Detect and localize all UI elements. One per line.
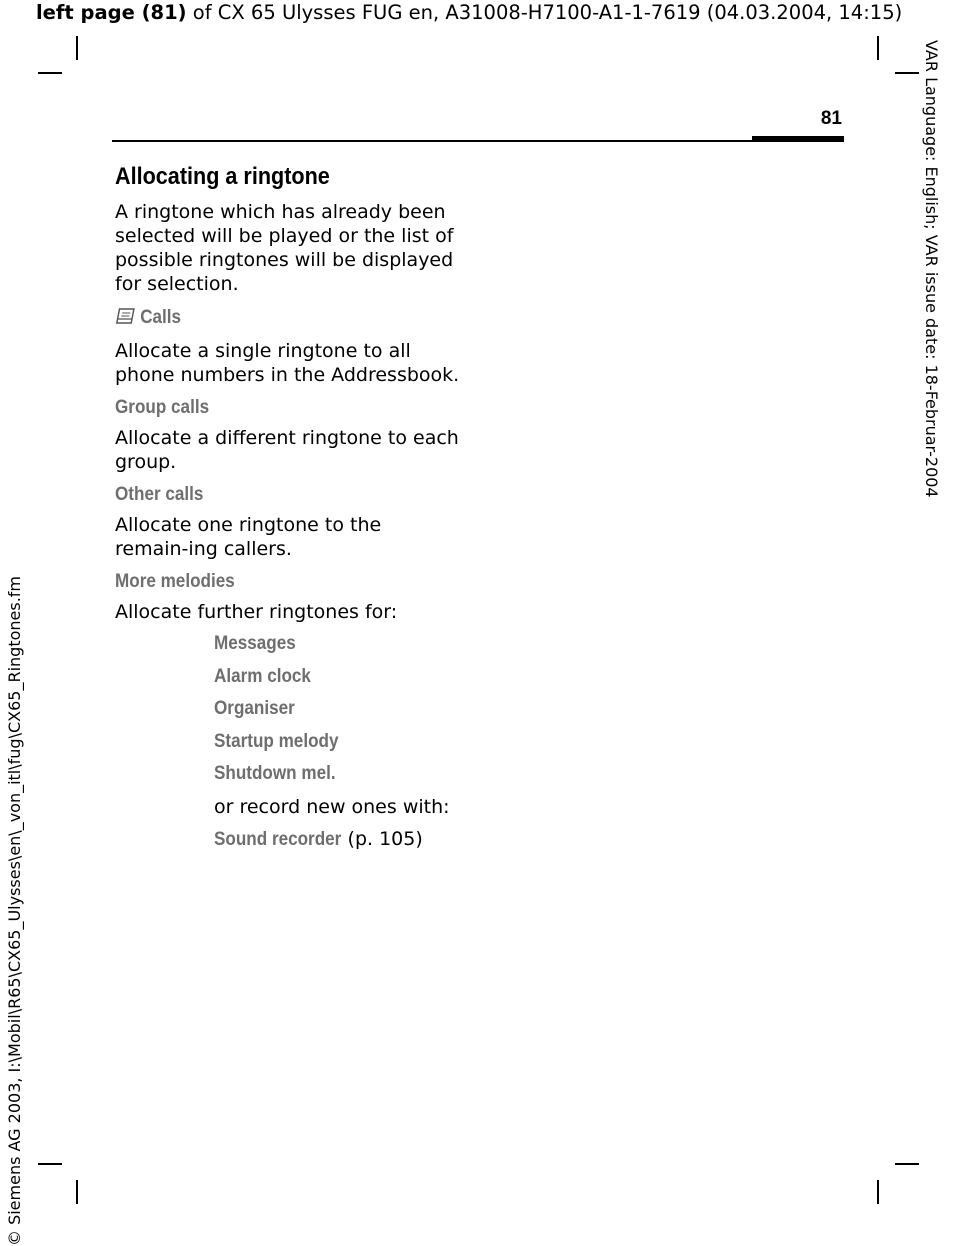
crop-mark (895, 1163, 919, 1165)
header-page-label: left page (81) (36, 1, 187, 24)
intro-paragraph: A ringtone which has already been selected will be played or the list of possible ringtones will be displayed for selection. (115, 201, 454, 295)
crop-mark (76, 1180, 78, 1204)
other-calls-label: Other calls (115, 484, 204, 505)
main-content (115, 160, 515, 852)
list-item-shutdown-melody: Shutdown mel. (214, 763, 336, 784)
list-item-messages: Messages (214, 633, 296, 654)
crop-mark (38, 1163, 62, 1165)
sound-recorder-page-ref[interactable]: (p. 105) (347, 828, 423, 850)
calls-paragraph: Allocate a single ringtone to all phone numbers in the Addressbook. (115, 340, 460, 386)
header-document-info: of CX 65 Ulysses FUG en, A31008-H7100-A1-1-7619 (04.03.2004, 14:15) (186, 1, 903, 24)
other-calls-paragraph: Allocate one ringtone to the remain-ing callers. (115, 514, 382, 560)
sound-recorder-label: Sound recorder (214, 829, 342, 850)
calls-label-text: Calls (140, 307, 182, 328)
group-calls-label: Group calls (115, 397, 210, 418)
sound-recorder-line (214, 827, 515, 852)
var-language-note: VAR Language: English; VAR issue date: 18-Februar-2004 (922, 40, 941, 498)
copyright-path-note: © Siemens AG 2003, I:\Mobil\R65\CX65_Ulysses\en\_von_itl\fug\CX65_Ringtones.fm (5, 575, 24, 1246)
addressbook-icon (115, 306, 137, 333)
group-calls-paragraph: Allocate a different ringtone to each group. (115, 427, 459, 473)
crop-mark (895, 72, 919, 74)
header-rule (112, 140, 752, 142)
document-header (36, 0, 916, 26)
crop-mark (38, 72, 62, 74)
record-new-text: or record new ones with: (214, 795, 450, 818)
crop-mark (877, 36, 879, 60)
more-melodies-paragraph: Allocate further ringtones for: (115, 601, 398, 623)
section-title: Allocating a ringtone (115, 163, 330, 190)
page-number: 81 (820, 108, 842, 129)
header-rule-accent (752, 136, 844, 142)
list-item-startup-melody: Startup melody (214, 730, 339, 752)
crop-mark (76, 36, 78, 60)
list-item-organiser: Organiser (214, 698, 295, 719)
more-melodies-label: More melodies (115, 571, 235, 592)
calls-label (115, 306, 475, 333)
crop-mark (877, 1180, 879, 1204)
ringtone-targets-list (115, 632, 515, 852)
list-item-alarm-clock: Alarm clock (214, 665, 311, 687)
